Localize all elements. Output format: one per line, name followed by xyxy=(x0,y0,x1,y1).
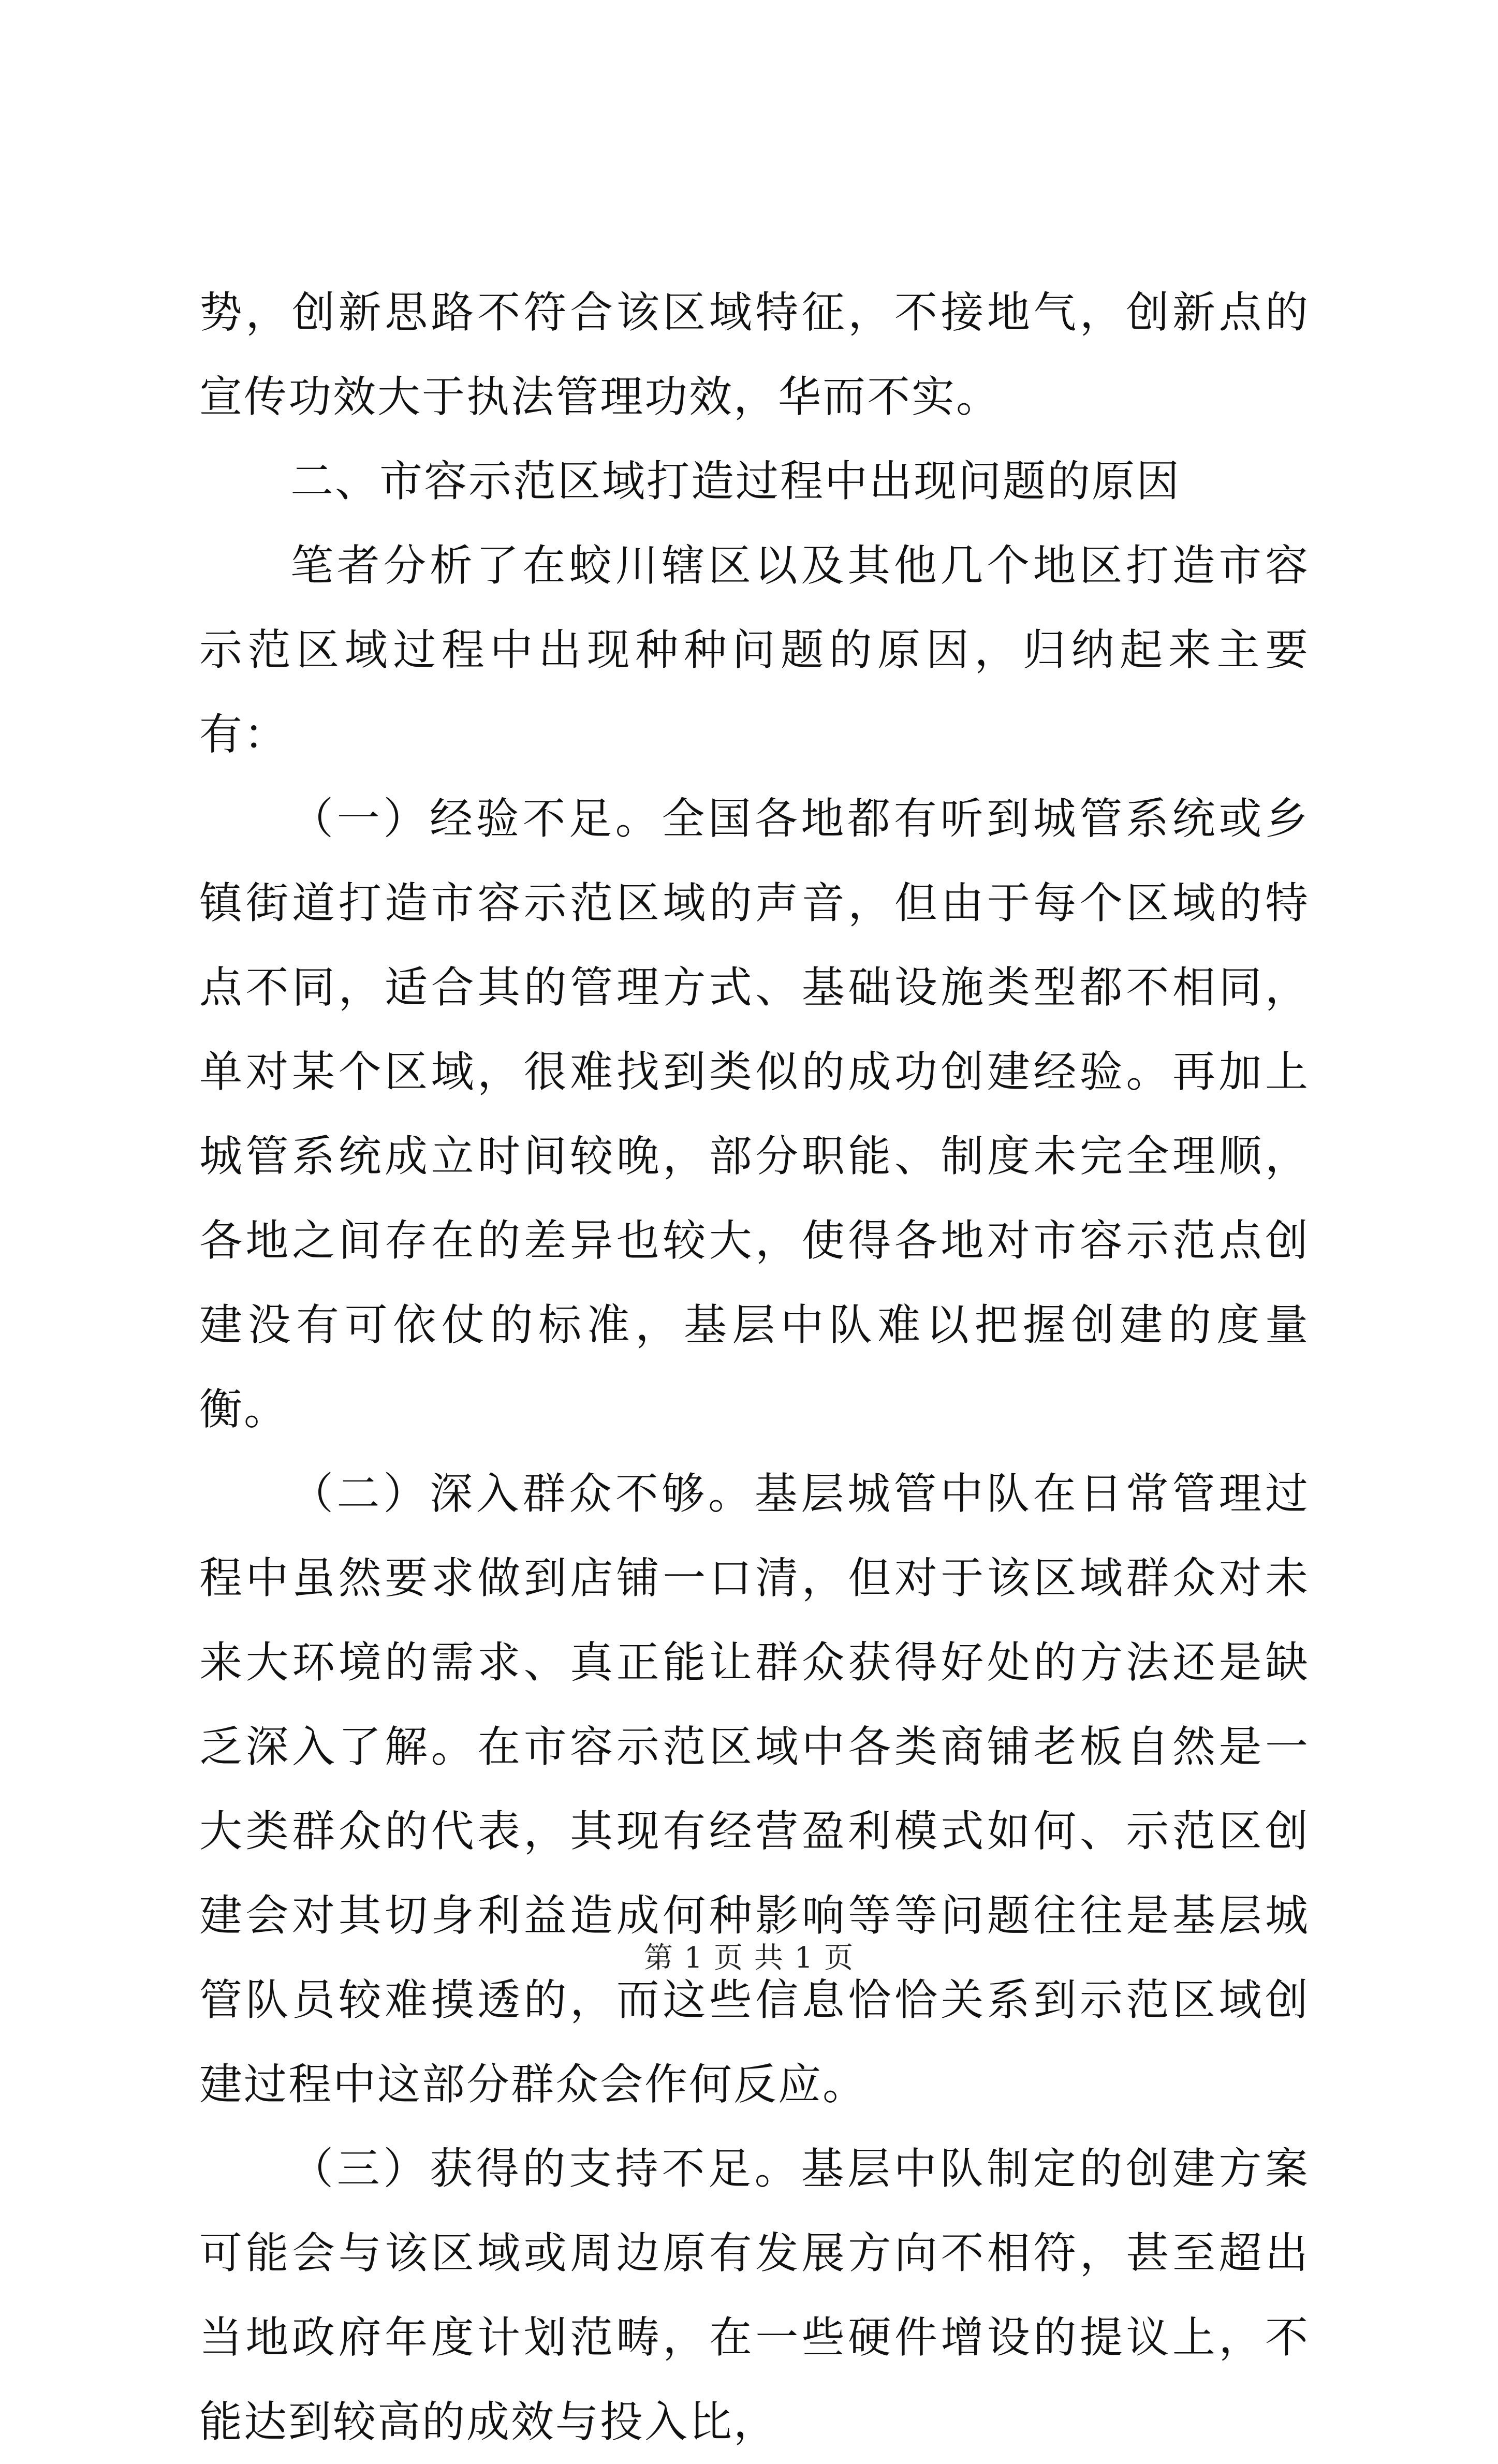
section-heading: 二、市容示范区域打造过程中出现问题的原因 xyxy=(290,456,1181,506)
page-footer: 第 1 页 共 1 页 xyxy=(643,1941,855,1975)
paragraph-point-3: （三）获得的支持不足。基层中队制定的创建方案可能会与该区域或周边原有发展方向不相符，甚至超出当地政府年度计划范畴，在一些硬件增设的提议上，不能达到较高的成效与投入比， xyxy=(199,2144,1310,2447)
paragraph-point-2: （二）深入群众不够。基层城管中队在日常管理过程中虽然要求做到店铺一口清，但对于该区域群众对未来大环境的需求、真正能让群众获得好处的方法还是缺乏深入了解。在市容示范区域中各类商铺老板自然是一大类群众的代表，其现有经营盈利模式如何、示范区创建会对其切身利益造成何种影响等等问题往往是基层城管队员较难摸透的，而这些信息恰恰关系到示范区域创建过程中这部分群众会作何反应。 xyxy=(199,1469,1310,2109)
document-body xyxy=(199,270,1310,2464)
paragraph-point-1: （一）经验不足。全国各地都有听到城管系统或乡镇街道打造市容示范区域的声音，但由于每个区域的特点不同，适合其的管理方式、基础设施类型都不相同，单对某个区域，很难找到类似的成功创建经验。再加上城管系统成立时间较晚，部分职能、制度未完全理顺，各地之间存在的差异也较大，使得各地对市容示范点创建没有可依仗的标准，基层中队难以把握创建的度量衡。 xyxy=(199,794,1310,1434)
paragraph-continuation: 势，创新思路不符合该区域特征，不接地气，创新点的宣传功效大于执法管理功效，华而不实。 xyxy=(199,287,1310,422)
paragraph-intro: 笔者分析了在蛟川辖区以及其他几个地区打造市容示范区域过程中出现种种问题的原因，归纳起来主要有： xyxy=(199,540,1310,759)
